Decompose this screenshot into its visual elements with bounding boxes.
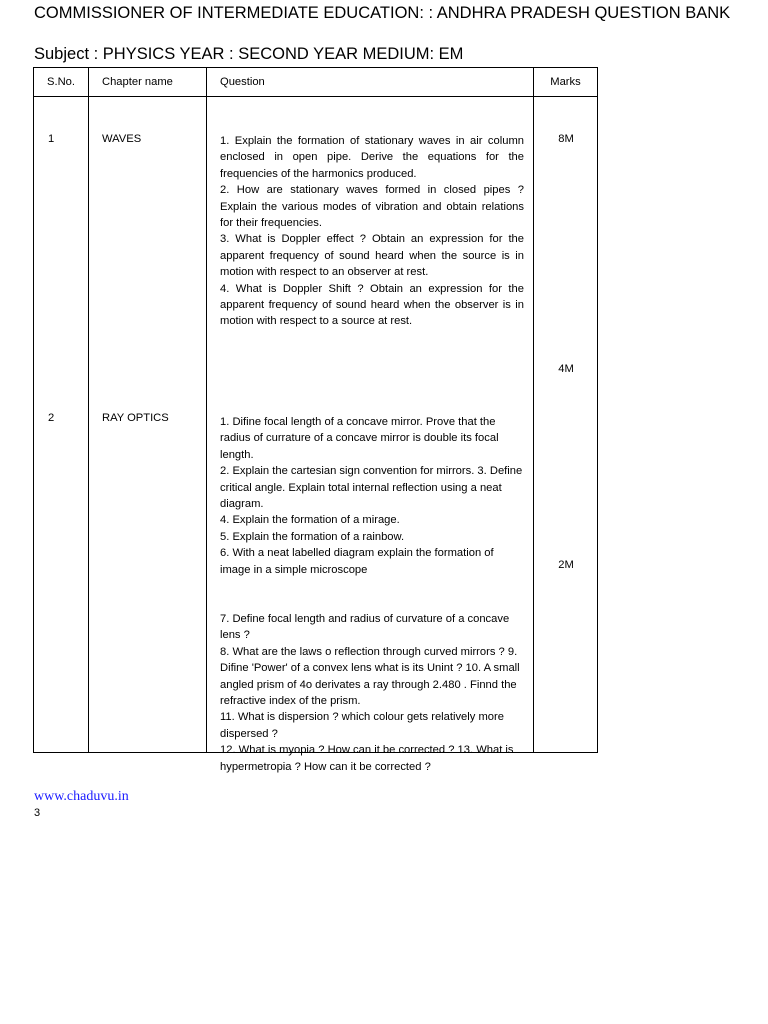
waves-question-4: 4. What is Doppler Shift ? Obtain an expression for the apparent frequency of sound heard when the observer is in motion with respect to a source at rest.: [220, 282, 524, 328]
sno-cell: [34, 97, 89, 753]
question-cell: [207, 97, 534, 773]
header-chapter: Chapter name: [89, 68, 207, 97]
subject-line: Subject : PHYSICS YEAR : SECOND YEAR MEDIUM: EM: [34, 45, 464, 63]
chapter-cell: [89, 97, 207, 753]
row-1-sno: 1: [48, 133, 55, 145]
row-1-chapter: WAVES: [102, 133, 142, 145]
page-number: 3: [34, 807, 41, 819]
header-marks: Marks: [534, 68, 598, 97]
waves-question-3: 3. What is Doppler effect ? Obtain an expression for the apparent frequency of sound heard when the source is in motion with respect to an observer at rest.: [220, 233, 524, 279]
row-2-sno: 2: [48, 412, 55, 424]
marks-8m: 8M: [558, 133, 574, 145]
table-body-row: [34, 97, 598, 753]
waves-questions: [220, 133, 524, 330]
ray-optics-2m-questions: 7. Define focal length and radius of curvature of a concave lens ? 8. What are the laws o reflection through curved mirrors ? 9. Difine 'Power' of a convex lens what is its Unint ? 10. A small angled prism of 4o derivates a ray through 2.480 . Finnd the refractive index of the prism. 11. What is dispersion ? which colour gets relatively more dispersed ? 12. What is myopia ? How can it be corrected ? 13. What is hypermetropia ? How can it be corrected ?: [220, 613, 520, 773]
ray-optics-4m-questions: 1. Difine focal length of a concave mirror. Prove that the radius of currature of a concave mirror is double its focal length. 2. Explain the cartesian sign convention for mirrors. 3. Define critical angle. Explain total internal reflection using a neat diagram. 4. Explain the formation of a mirage. 5. Explain the formation of a rainbow. 6. With a neat labelled diagram explain the formation of image in a simple microscope: [220, 416, 523, 576]
waves-question-2: 2. How are stationary waves formed in closed pipes ? Explain the various modes of vibration and obtain relations for their frequencies.: [220, 184, 524, 230]
page-title: COMMISSIONER OF INTERMEDIATE EDUCATION: : ANDHRA PRADESH QUESTION BANK: [34, 4, 731, 22]
header-question: Question: [207, 68, 534, 97]
marks-cell: [534, 97, 598, 753]
question-bank-table: [33, 67, 598, 773]
row-2-chapter: RAY OPTICS: [102, 412, 169, 424]
waves-question-1: 1. Explain the formation of stationary waves in air column enclosed in open pipe. Derive the equations for the frequencies of the harmonics produced.: [220, 135, 524, 180]
website-link[interactable]: www.chaduvu.in: [34, 789, 129, 804]
header-sno: S.No.: [34, 68, 89, 97]
marks-4m: 4M: [558, 363, 574, 375]
marks-2m: 2M: [558, 559, 574, 571]
table-header-row: [34, 68, 598, 97]
